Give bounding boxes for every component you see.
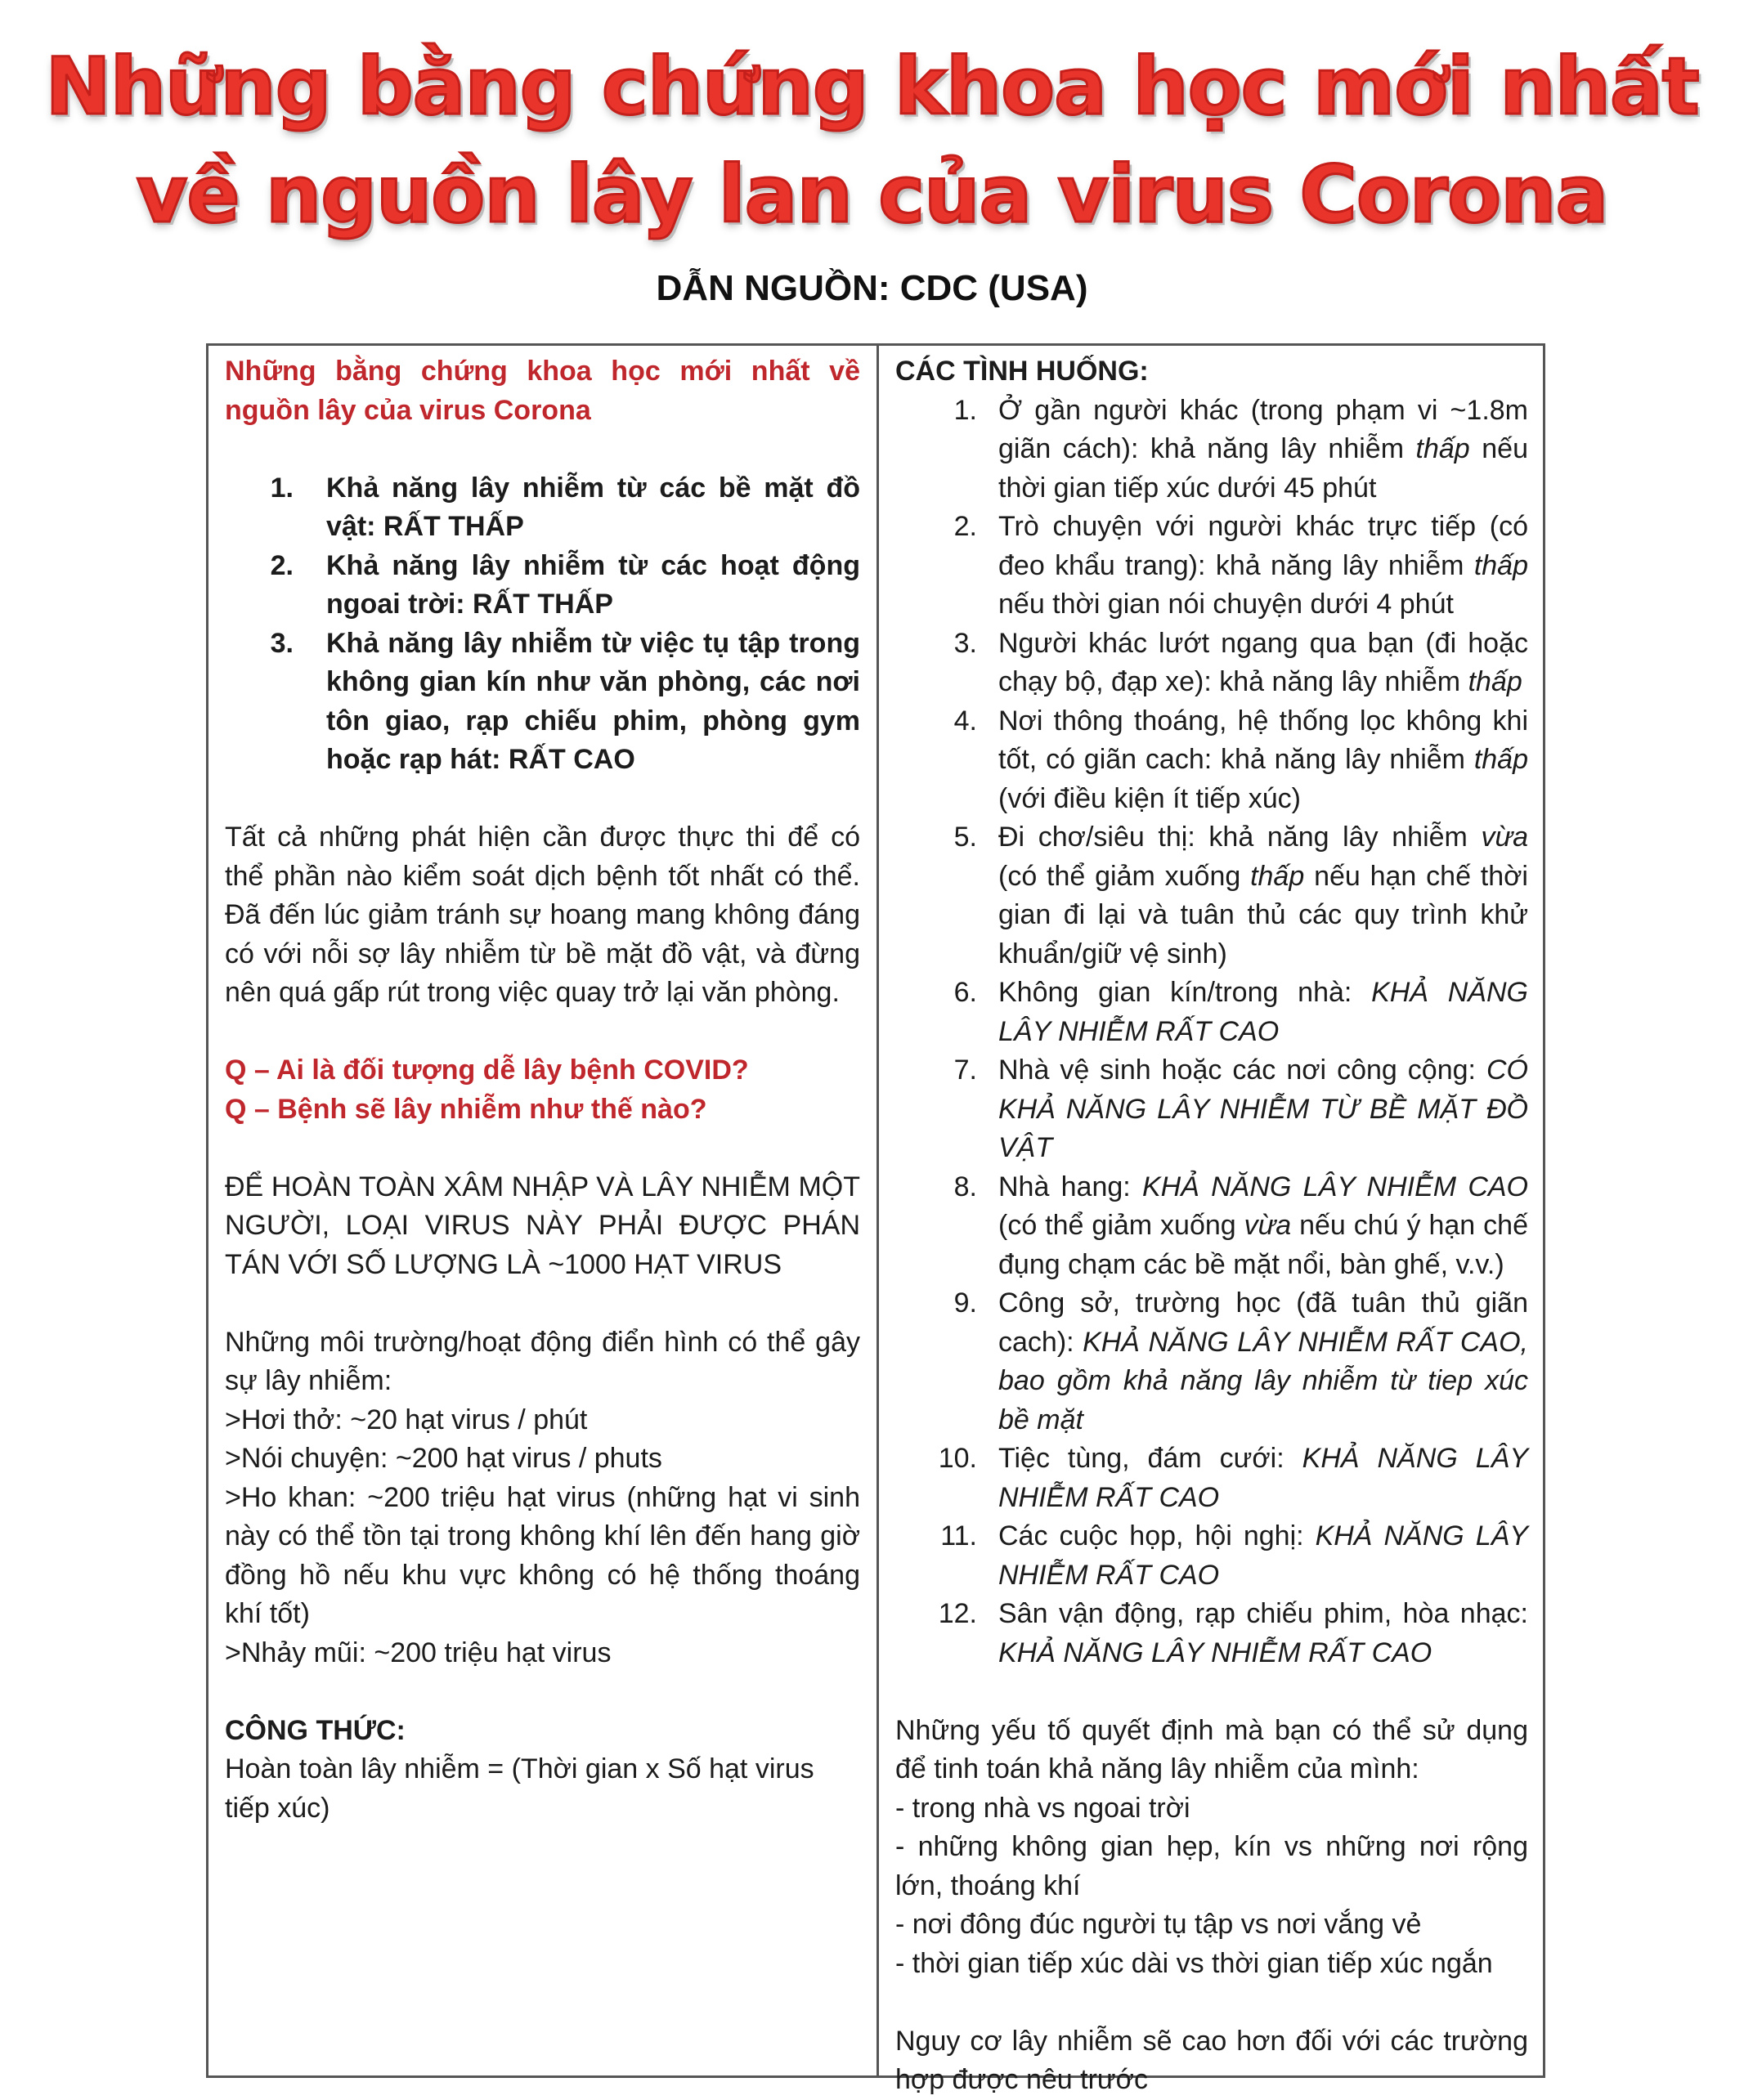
item-number: 7. — [953, 1054, 977, 1086]
headline-line-2: về nguồn lây lan của virus Corona — [136, 149, 1608, 240]
content-table — [206, 343, 1545, 2095]
list-item — [895, 1168, 1528, 1285]
list-item — [895, 508, 1528, 625]
list-item — [895, 625, 1528, 702]
item-number: 6. — [953, 977, 977, 1008]
headline-line-1: Những bằng chứng khoa học mới nhất — [45, 41, 1699, 132]
item-number: 11. — [940, 1520, 977, 1551]
item-number: 9. — [953, 1287, 977, 1319]
item-text: Công sở, trường học (đã tuân thủ giãn cach): KHẢ NĂNG LÂY NHIỄM RẤT CAO, bao gồm khả năng lây nhiễm từ tiep xúc bề mặt — [998, 1287, 1528, 1435]
item-text: Khả năng lây nhiễm từ việc tụ tập trong không gian kín như văn phòng, các nơi tôn giao, rạp chiếu phim, phòng gym hoặc rạp hát: RẤT CAO — [326, 627, 860, 775]
list-item — [895, 1051, 1528, 1168]
list-item — [225, 625, 860, 780]
list-item — [895, 1284, 1528, 1440]
question-2: Q – Bệnh sẽ lây nhiễm như thế nào? — [225, 1093, 707, 1125]
item-text: Sân vận động, rạp chiếu phim, hòa nhạc: KHẢ NĂNG LÂY NHIỄM RẤT CAO — [998, 1598, 1528, 1668]
item-text: Nơi thông thoáng, hệ thống lọc không khi tốt, có giãn cach: khả năng lây nhiễm thấp (với điều kiện ít tiếp xúc) — [998, 705, 1528, 814]
list-item — [895, 702, 1528, 819]
factor-item: - nơi đông đúc người tụ tập vs nơi vắng vẻ — [895, 1909, 1422, 1940]
item-text: Đi chơ/siêu thị: khả năng lây nhiễm vừa (có thể giảm xuống thấp nếu hạn chế thời gian đi lại và tuân thủ các quy trình khử khuẩn/giữ vệ sinh) — [998, 822, 1528, 969]
item-number: 8. — [953, 1171, 977, 1202]
item-text: Các cuộc họp, hội nghị: KHẢ NĂNG LÂY NHIỄM RẤT CAO — [998, 1520, 1528, 1591]
list-item — [225, 469, 860, 547]
source-line: DẪN NGUỒN: CDC (USA) — [656, 268, 1088, 308]
item-text: Nhà vệ sinh hoặc các nơi công cộng: CÓ KHẢ NĂNG LÂY NHIỄM TỪ BỀ MẶT ĐỒ VẬT — [998, 1054, 1528, 1163]
caps-statement: ĐỂ HOÀN TOÀN XÂM NHẬP VÀ LÂY NHIỄM MỘT NGƯỜI, LOẠI VIRUS NÀY PHẢI ĐƯỢC PHÁN TÁN VỚI SỐ LƯỢNG LÀ ~1000 HẠT VIRUS — [225, 1171, 860, 1280]
right-column — [879, 346, 1543, 2095]
factor-item: - thời gian tiếp xúc dài vs thời gian tiếp xúc ngắn — [895, 1947, 1493, 1979]
left-paragraph: Tất cả những phát hiện cần được thực thi để có thể phần nào kiểm soát dịch bệnh tốt nhất có thể. Đã đến lúc giảm tránh sự hoang mang không đáng có với nỗi sợ lây nhiễm từ bề mặt đồ vật, và đừng nên quá gấp rút trong việc quay trở lại văn phòng. — [225, 822, 860, 1008]
item-text: Khả năng lây nhiễm từ các hoạt động ngoai trời: RẤT THẤP — [326, 549, 860, 620]
item-text: Trò chuyện với người khác trực tiếp (có đeo khẩu trang): khả năng lây nhiễm thấp nếu thời gian nói chuyện dưới 4 phút — [998, 511, 1528, 620]
item-number: 10. — [938, 1443, 977, 1474]
factor-item: - trong nhà vs ngoai trời — [895, 1792, 1190, 1824]
item-text: Không gian kín/trong nhà: KHẢ NĂNG LÂY NHIỄM RẤT CAO — [998, 977, 1528, 1047]
question-1: Q – Ai là đối tượng dễ lây bệnh COVID? — [225, 1054, 749, 1086]
item-text: Khả năng lây nhiễm từ các bề mặt đồ vật: RẤT THẤP — [326, 472, 860, 542]
item-number: 4. — [953, 705, 977, 737]
environment-sneeze: >Nhảy mũi: ~200 triệu hạt virus — [225, 1637, 612, 1668]
situations-list — [895, 392, 1528, 1673]
item-number: 5. — [953, 822, 977, 853]
item-number: 2. — [953, 511, 977, 542]
headline — [0, 33, 1744, 249]
item-number: 1. — [953, 394, 977, 426]
environment-breath: >Hơi thở: ~20 hạt virus / phút — [225, 1404, 588, 1435]
environment-cough: >Ho khan: ~200 triệu hạt virus (những hạt vi sinh này có thể tồn tại trong không khí lên đến hang giờ đồng hồ nếu khu vực không có hệ thống thoáng khí tốt) — [225, 1481, 860, 1629]
list-item — [895, 1440, 1528, 1517]
left-findings-list — [225, 469, 860, 780]
right-heading: CÁC TÌNH HUỐNG: — [895, 356, 1149, 387]
conclusion: Nguy cơ lây nhiễm sẽ cao hơn đối với các trường hợp được nêu trước — [895, 2025, 1528, 2095]
item-number: 3. — [270, 627, 294, 659]
list-item — [895, 1595, 1528, 1672]
formula-title: CÔNG THỨC: — [225, 1714, 406, 1746]
environment-intro: Những môi trường/hoạt động điển hình có thể gây sự lây nhiễm: — [225, 1326, 860, 1396]
item-text: Người khác lướt ngang qua bạn (đi hoặc chạy bộ, đạp xe): khả năng lây nhiễm thấp — [998, 627, 1528, 697]
environment-talk: >Nói chuyện: ~200 hạt virus / phuts — [225, 1443, 662, 1474]
list-item — [895, 818, 1528, 974]
factor-item: - những không gian hẹp, kín vs những nơi rộng lớn, thoáng khí — [895, 1831, 1528, 1901]
left-heading: Những bằng chứng khoa học mới nhất về nguồn lây của virus Corona — [225, 356, 860, 426]
list-item — [895, 392, 1528, 508]
item-number: 2. — [270, 549, 294, 581]
item-number: 3. — [953, 627, 977, 659]
factors-intro: Những yếu tố quyết định mà bạn có thể sử dụng để tinh toán khả năng lây nhiễm của mình: — [895, 1714, 1528, 1784]
list-item — [895, 974, 1528, 1051]
item-number: 1. — [270, 472, 294, 504]
list-item — [895, 1517, 1528, 1595]
list-item — [225, 547, 860, 625]
item-text: Ở gần người khác (trong phạm vi ~1.8m giãn cách): khả năng lây nhiễm thấp nếu thời gian tiếp xúc dưới 45 phút — [998, 394, 1528, 504]
item-number: 12. — [938, 1598, 977, 1629]
item-text: Tiệc tùng, đám cưới: KHẢ NĂNG LÂY NHIỄM RẤT CAO — [998, 1443, 1528, 1513]
formula-text: Hoàn toàn lây nhiễm = (Thời gian x Số hạt virus tiếp xúc) — [225, 1753, 814, 1824]
item-text: Nhà hang: KHẢ NĂNG LÂY NHIỄM CAO (có thể giảm xuống vừa nếu chú ý hạn chế đụng chạm các bề mặt nổi, bàn ghế, v.v.) — [998, 1171, 1528, 1280]
left-column — [208, 346, 879, 2075]
